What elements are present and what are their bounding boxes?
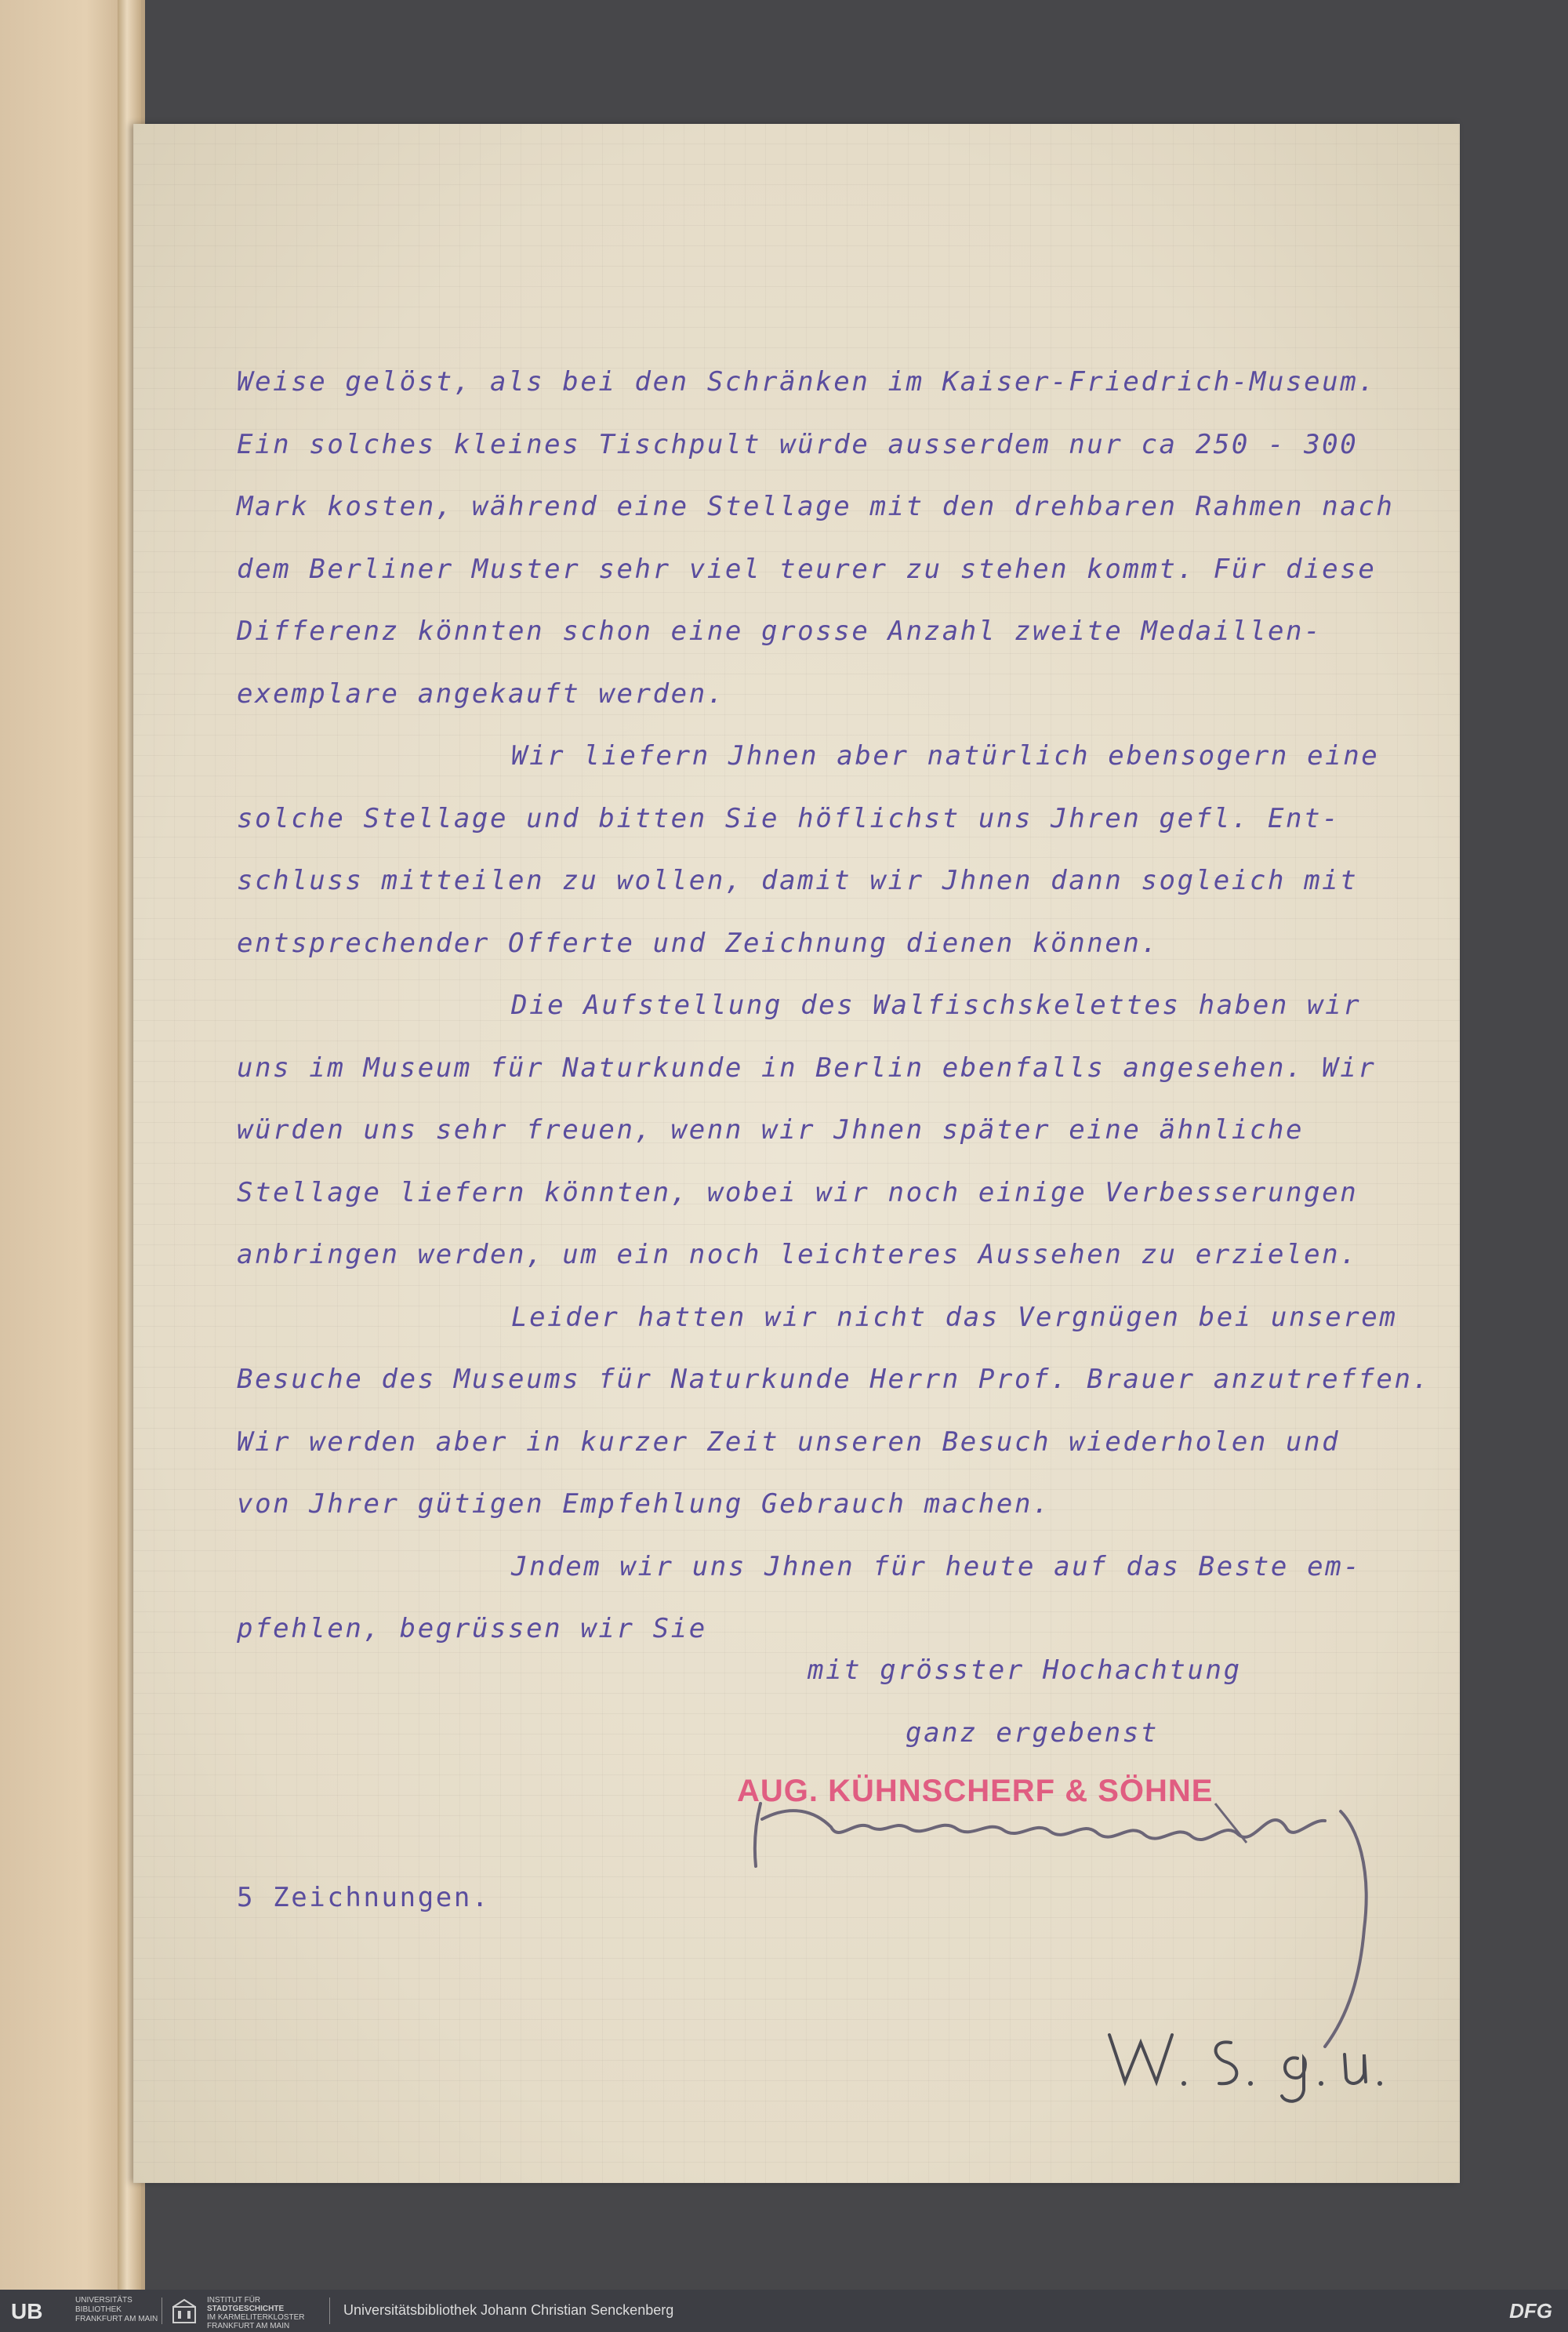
ub-logo: UB xyxy=(11,2299,43,2323)
dfg-logo: DFG xyxy=(1509,2299,1552,2323)
letter-line: Wir liefern Jhnen aber natürlich ebensogern eine xyxy=(511,740,1380,772)
ub-sub-line: UNIVERSITÄTS xyxy=(75,2296,132,2305)
institute-line: STADTGESCHICHTE xyxy=(207,2305,285,2313)
letter-line: entsprechender Offerte und Zeichnung dienen können. xyxy=(237,927,1160,959)
letter-line: Weise gelöst, als bei den Schränken im Kaiser-Friedrich-Museum. xyxy=(237,366,1377,398)
institute-building-icon xyxy=(171,2297,198,2324)
letter-line: Differenz könnten schon eine grosse Anzahl zweite Medaillen- xyxy=(237,616,1323,647)
letter-line: Ein solches kleines Tischpult würde ausserdem nur ca 250 - 300 xyxy=(237,428,1359,460)
letter-line: Jndem wir uns Jhnen für heute auf das Beste em- xyxy=(511,1550,1362,1582)
institute-line: FRANKFURT AM MAIN xyxy=(207,2322,290,2330)
letter-line: Leider hatten wir nicht das Vergnügen bei unserem xyxy=(511,1301,1398,1333)
enclosure-note: 5 Zeichnungen. xyxy=(237,1882,490,1913)
letter-line: schluss mitteilen zu wollen, damit wir Jhnen dann sogleich mit xyxy=(237,865,1359,896)
letter-body xyxy=(237,351,1460,1661)
institute-logo-text xyxy=(207,2296,304,2330)
institute-line: INSTITUT FÜR xyxy=(207,2296,261,2305)
ub-sub-line: BIBLIOTHEK xyxy=(75,2305,122,2314)
letter-line: anbringen werden, um ein noch leichteres Aussehen zu erzielen. xyxy=(237,1239,1359,1270)
ub-sub-line: FRANKFURT AM MAIN xyxy=(75,2315,158,2323)
letter-line: Besuche des Museums für Naturkunde Herrn Prof. Brauer anzutreffen. xyxy=(237,1364,1431,1395)
company-stamp: AUG. KÜHNSCHERF & SÖHNE xyxy=(737,1774,1214,1808)
viewer-footer xyxy=(0,2290,1568,2332)
ub-logo-subtitle xyxy=(75,2296,158,2324)
letter-line: solche Stellage und bitten Sie höflichst uns Jhren gefl. Ent- xyxy=(237,802,1341,834)
library-name: Universitätsbibliothek Johann Christian Senckenberg xyxy=(343,2302,674,2318)
letter-line: exemplare angekauft werden. xyxy=(237,677,725,710)
handwritten-initials xyxy=(1094,2011,1407,2105)
letter-line: von Jhrer gütigen Empfehlung Gebrauch machen. xyxy=(237,1488,1051,1520)
letter-line: Die Aufstellung des Walfischskelettes haben wir xyxy=(511,990,1362,1021)
letter-line: dem Berliner Muster sehr viel teurer zu stehen kommt. Für diese xyxy=(237,553,1377,585)
closing-ergebenst: ganz ergebenst xyxy=(906,1717,1159,1749)
letter-line: Wir werden aber in kurzer Zeit unseren Besuch wiederholen und xyxy=(237,1426,1341,1458)
institute-line: IM KARMELITERKLOSTER xyxy=(207,2313,305,2322)
footer-divider xyxy=(329,2297,330,2324)
letter-line: würden uns sehr freuen, wenn wir Jhnen später eine ähnliche xyxy=(237,1114,1305,1146)
closing-salutation: mit grösster Hochachtung xyxy=(808,1655,1242,1686)
letter-line: Mark kosten, während eine Stellage mit den drehbaren Rahmen nach xyxy=(237,491,1395,522)
letter-line: Stellage liefern könnten, wobei wir noch einige Verbesserungen xyxy=(237,1176,1359,1208)
letter-line: pfehlen, begrüssen wir Sie xyxy=(237,1613,707,1644)
letter-line: uns im Museum für Naturkunde in Berlin ebenfalls angesehen. Wir xyxy=(237,1052,1377,1084)
